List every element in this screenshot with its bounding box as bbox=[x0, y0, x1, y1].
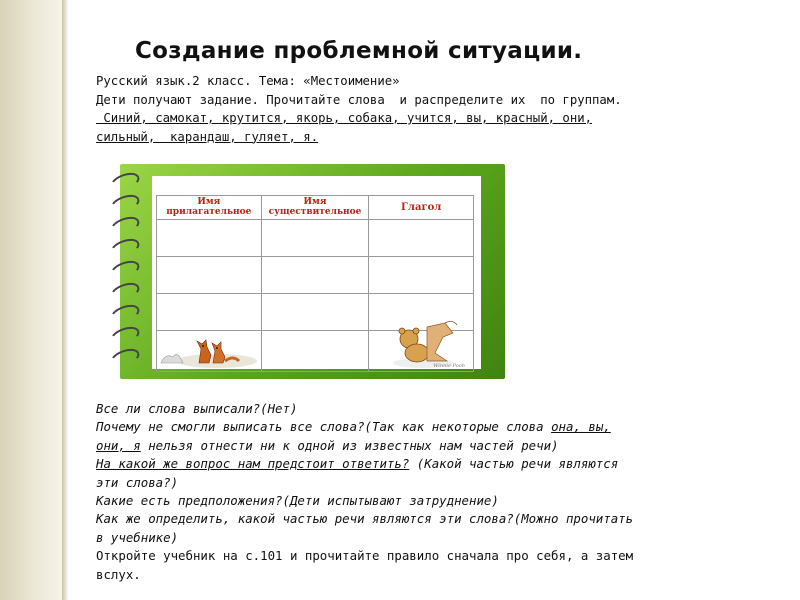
column-header-adjective: Имя прилагательное bbox=[157, 196, 262, 220]
intro-block bbox=[96, 72, 736, 146]
foxes-illustration bbox=[155, 327, 259, 369]
discussion-block bbox=[96, 400, 726, 584]
table-row bbox=[157, 331, 474, 372]
column-header-noun: Имя существительное bbox=[261, 196, 369, 220]
key-question: На какой же вопрос нам предстоит ответить? bbox=[96, 456, 410, 472]
column-header-verb: Глагол bbox=[369, 196, 474, 220]
pronoun-examples-2: они, я bbox=[96, 437, 141, 453]
table-header-row bbox=[157, 196, 474, 220]
picture-caption: Winnie-Pooh bbox=[433, 363, 465, 369]
table-row bbox=[157, 257, 474, 294]
instruction-final: Откройте учебник на с.101 и прочитайте правило сначала про себя, а затем bbox=[96, 548, 634, 564]
table-row bbox=[157, 220, 474, 257]
question-5-continued: в учебнике) bbox=[96, 529, 179, 545]
slide-title: Создание проблемной ситуации. bbox=[135, 38, 583, 64]
pooh-illustration bbox=[387, 319, 463, 369]
instruction-final-continued: вслух. bbox=[96, 566, 141, 582]
lesson-topic: Русский язык.2 класс. Тема: «Местоимение» bbox=[96, 74, 400, 88]
task-instruction: Дети получают задание. Прочитайте слова и распределите их по группам. bbox=[96, 92, 622, 107]
question-2: Почему не смогли выписать все слова?(Так как некоторые слова она, вы, bbox=[96, 419, 611, 435]
question-3-continued: эти слова?) bbox=[96, 474, 179, 490]
question-1: Все ли слова выписали?(Нет) bbox=[96, 401, 298, 416]
word-sort-table bbox=[156, 195, 474, 372]
word-list-line-1: Синий, самокат, крутится, якорь, собака, учится, вы, красный, они, bbox=[96, 111, 593, 125]
notebook-image bbox=[120, 164, 505, 379]
word-list-line-2: сильный, карандаш, гуляет, я. bbox=[96, 129, 319, 144]
notebook-page bbox=[152, 176, 481, 369]
decorative-left-band bbox=[0, 0, 62, 600]
question-2-continued: они, я нельзя отнести ни к одной из известных нам частей речи) bbox=[96, 437, 559, 453]
question-4: Какие есть предположения?(Дети испытывают затруднение) bbox=[96, 493, 499, 509]
pronoun-examples-1: она, вы, bbox=[551, 419, 611, 435]
question-5: Как же определить, какой частью речи являются эти слова?(Можно прочитать bbox=[96, 511, 634, 527]
question-3: На какой же вопрос нам предстоит ответить? (Какой частью речи являются bbox=[96, 456, 619, 472]
